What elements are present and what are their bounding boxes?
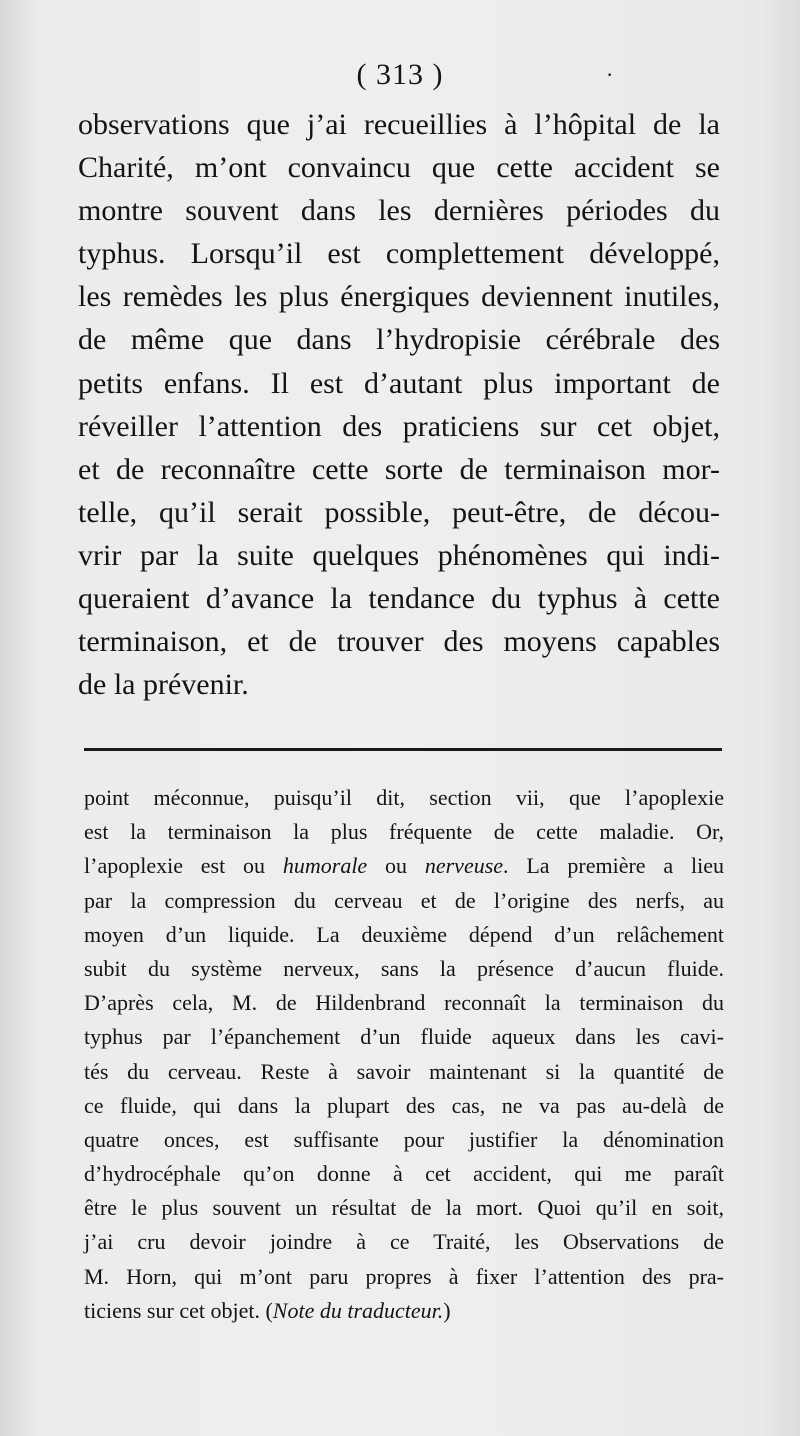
- footnote-line: M. Horn, qui m’ont paru propres à fixer l’attention des pra-: [84, 1263, 724, 1289]
- footnote-text: . La première a lieu: [503, 853, 724, 879]
- footnote-line: par la compression du cerveau et de l’origine des nerfs, au: [84, 887, 724, 913]
- main-text-line: montre souvent dans les dernières périodes du: [78, 194, 720, 228]
- main-text-line: Charité, m’ont convaincu que cette accident se: [78, 151, 720, 185]
- main-text-line: de la prévenir.: [78, 668, 249, 702]
- footnote-italic: Note du traducteur.: [272, 1297, 444, 1323]
- footnote-line: [84, 849, 724, 883]
- page-number: ( 313 ): [356, 58, 444, 91]
- footnote-line: est la terminaison la plus fréquente de cette maladie. Or,: [84, 819, 724, 845]
- footnote-text: ou: [367, 853, 425, 879]
- footnote-italic: humorale: [282, 853, 368, 879]
- main-text-line: petits enfans. Il est d’autant plus important de: [78, 366, 720, 400]
- footnote-line: tés du cerveau. Reste à savoir maintenant si la quantité de: [84, 1058, 724, 1084]
- footnote-divider: [84, 748, 722, 751]
- main-text-line: réveiller l’attention des praticiens sur cet objet,: [78, 409, 720, 443]
- footnote-line: j’ai cru devoir joindre à ce Traité, les Observations de: [84, 1229, 724, 1255]
- footnote-line: être le plus souvent un résultat de la mort. Quoi qu’il en soit,: [84, 1195, 724, 1221]
- page-mark: ·: [606, 62, 614, 87]
- footnote-italic: nerveuse: [424, 853, 504, 879]
- main-text-line: telle, qu’il serait possible, peut-être, de décou-: [78, 495, 720, 529]
- footnote-line: moyen d’un liquide. La deuxième dépend d’un relâchement: [84, 921, 724, 947]
- main-text-block: [78, 103, 720, 706]
- footnote-line: D’après cela, M. de Hildenbrand reconnaît la terminaison du: [84, 990, 724, 1016]
- main-text-line: observations que j’ai recueillies à l’hôpital de la: [78, 108, 720, 141]
- footnote-line: point méconnue, puisqu’il dit, section vii, que l’apoplexie: [84, 785, 724, 810]
- footnote-line: typhus par l’épanchement d’un fluide aqueux dans les cavi-: [84, 1024, 724, 1050]
- main-text-line: typhus. Lorsqu’il est complettement développé,: [78, 237, 720, 271]
- footnote-line: ce fluide, qui dans la plupart des cas, ne va pas au-delà de: [84, 1092, 724, 1118]
- main-text-line: terminaison, et de trouver des moyens capables: [78, 625, 720, 659]
- footnote-line: quatre onces, est suffisante pour justifier la dénomination: [84, 1126, 724, 1152]
- footnote-line: [84, 1294, 724, 1328]
- main-text-line: et de reconnaître cette sorte de terminaison mor-: [78, 452, 720, 486]
- main-text-line: les remèdes les plus énergiques deviennent inutiles,: [78, 280, 720, 314]
- footnote-line: subit du système nerveux, sans la présence d’aucun fluide.: [84, 955, 724, 981]
- footnote-text: l’apoplexie est ou: [84, 853, 283, 879]
- footnote-text: ticiens sur cet objet. (: [84, 1297, 273, 1323]
- main-text-line: de même que dans l’hydropisie cérébrale des: [78, 323, 720, 357]
- main-text-line: vrir par la suite quelques phénomènes qui indi-: [78, 538, 720, 572]
- footnote-line: d’hydrocéphale qu’on donne à cet accident, qui me paraît: [84, 1161, 724, 1187]
- main-text-line: queraient d’avance la tendance du typhus à cette: [78, 582, 720, 616]
- footnote-block: [84, 781, 724, 1328]
- footnote-text: ): [443, 1297, 451, 1323]
